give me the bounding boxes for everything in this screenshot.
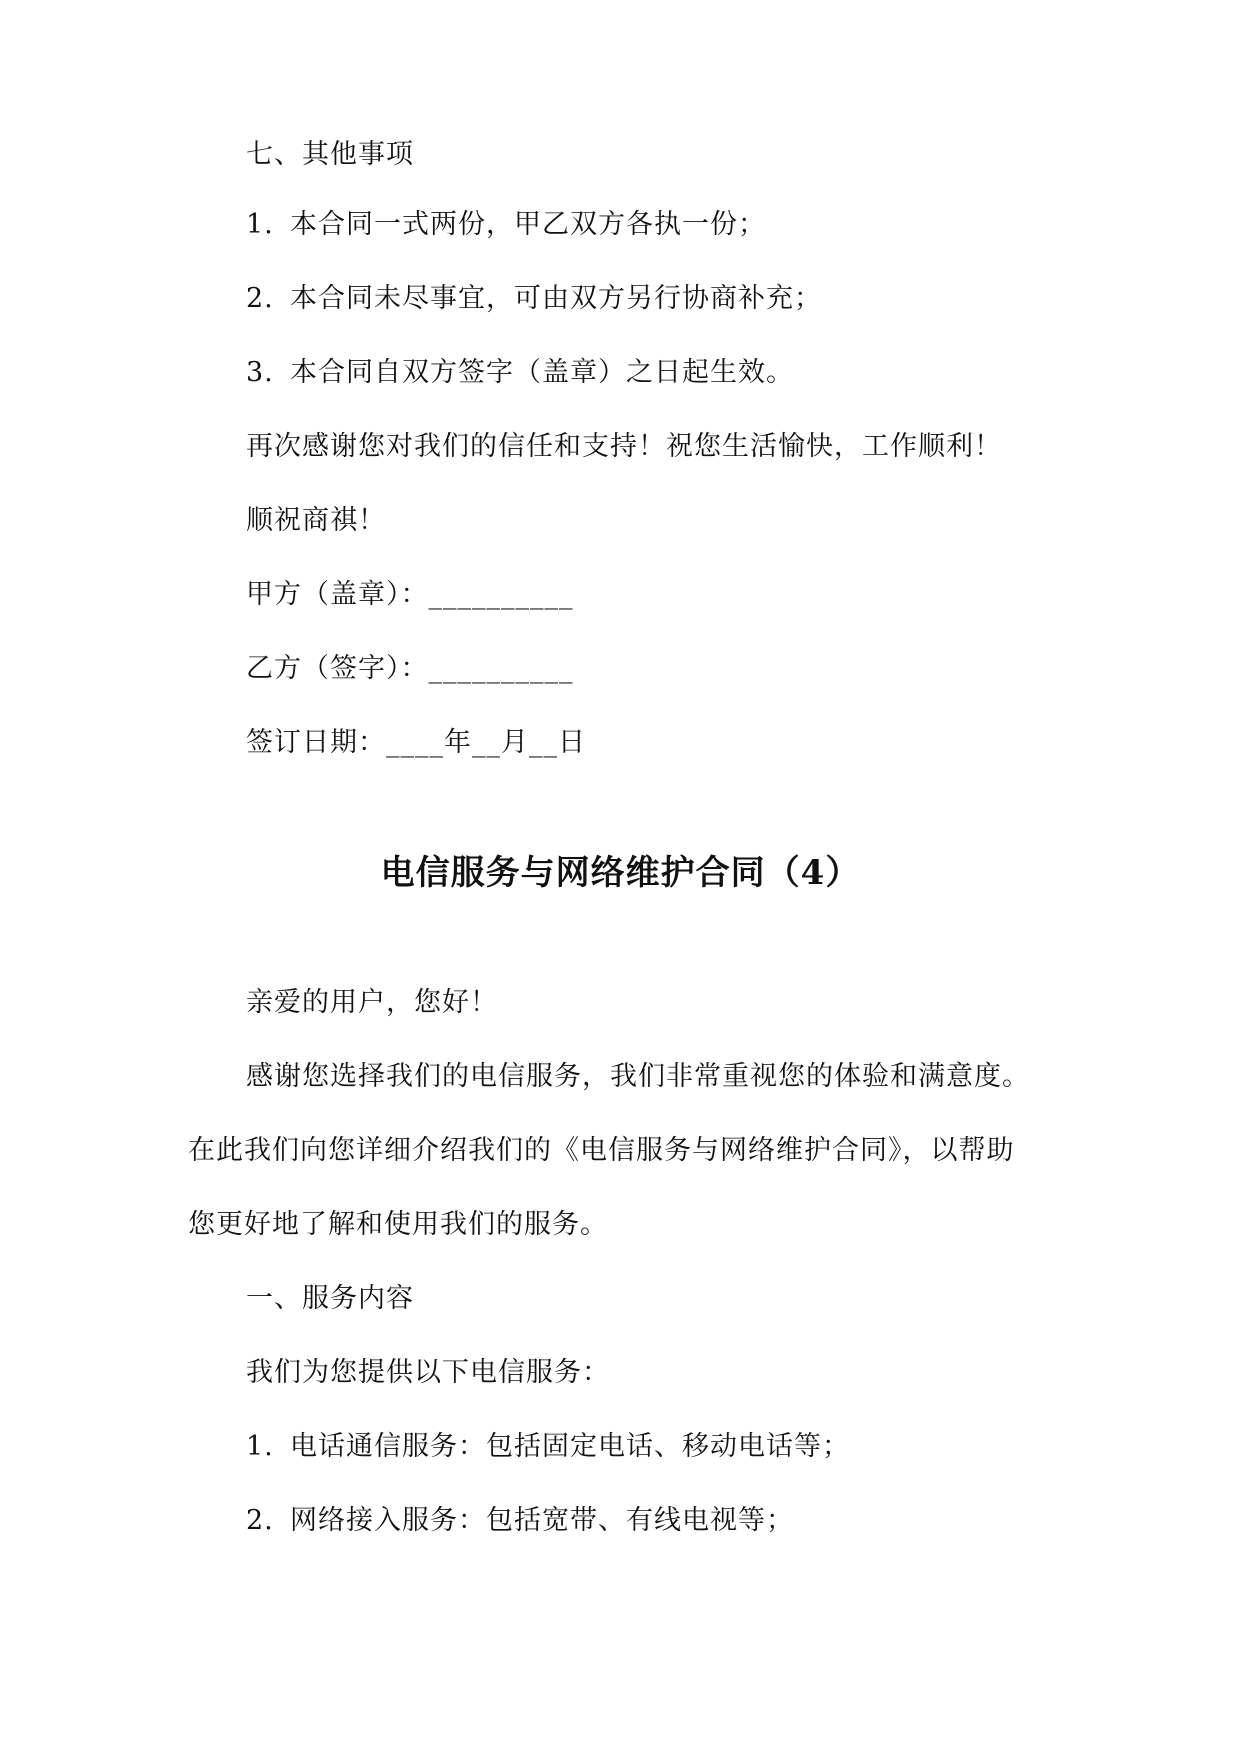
list-number: 2. [246, 1505, 274, 1536]
list-number: 1. [246, 209, 274, 240]
list-item [246, 355, 794, 391]
list-item [246, 207, 766, 243]
thanks-paragraph: 再次感谢您对我们的信任和支持！祝您生活愉快，工作顺利！ [246, 431, 1002, 462]
intro-line: 您更好地了解和使用我们的服务。 [188, 1209, 608, 1240]
intro-line: 感谢您选择我们的电信服务，我们非常重视您的体验和满意度。 [246, 1061, 1030, 1092]
party-b-signature-line: 乙方（签字）：__________ [246, 653, 574, 684]
list-text: 本合同自双方签字（盖章）之日起生效。 [290, 357, 794, 388]
closing-text: 顺祝商祺！ [246, 505, 386, 536]
contract-title: 电信服务与网络维护合同（4） [380, 853, 861, 893]
section-heading: 七、其他事项 [246, 139, 414, 170]
list-text: 本合同未尽事宜，可由双方另行协商补充； [290, 283, 822, 314]
greeting: 亲爱的用户，您好！ [246, 987, 498, 1018]
list-text: 电话通信服务：包括固定电话、移动电话等； [290, 1431, 850, 1462]
list-number: 3. [246, 357, 274, 388]
section-intro: 我们为您提供以下电信服务： [246, 1357, 610, 1388]
list-number: 2. [246, 283, 274, 314]
list-item [246, 281, 822, 317]
list-item [246, 1429, 850, 1465]
list-item [246, 1503, 794, 1539]
sign-date-line: 签订日期：____年__月__日 [246, 727, 586, 758]
section-heading: 一、服务内容 [246, 1283, 414, 1314]
party-a-signature-line: 甲方（盖章）：__________ [246, 579, 574, 610]
list-number: 1. [246, 1431, 274, 1462]
list-text: 网络接入服务：包括宽带、有线电视等； [290, 1505, 794, 1536]
intro-line: 在此我们向您详细介绍我们的《电信服务与网络维护合同》，以帮助 [188, 1135, 1015, 1166]
list-text: 本合同一式两份，甲乙双方各执一份； [290, 209, 766, 240]
